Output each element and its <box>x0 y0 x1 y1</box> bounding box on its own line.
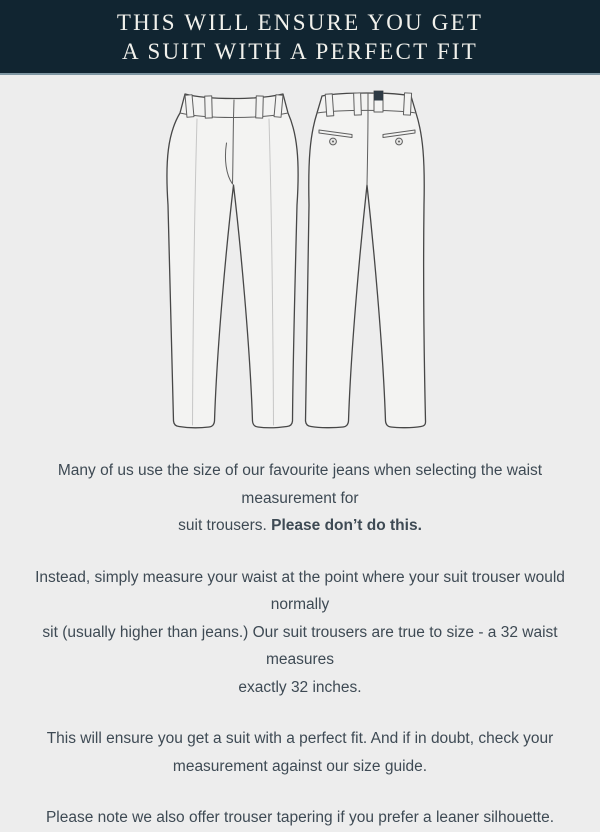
body-paragraphs <box>22 447 578 832</box>
back-centre-loop-dark <box>374 91 383 101</box>
trousers-back-view <box>306 91 426 428</box>
banner-title-line2: A SUIT WITH A PERFECT FIT <box>122 38 478 64</box>
back-silhouette <box>306 93 426 428</box>
trousers-front-view <box>167 94 298 428</box>
trousers-sketch-svg <box>0 75 600 435</box>
banner-title-line1: THIS WILL ENSURE YOU GET <box>116 9 484 35</box>
trousers-illustration <box>0 75 600 447</box>
paragraph: Please note we also offer trouser tapering if you prefer a leaner silhouette. <box>45 809 555 826</box>
paragraph: Instead, simply measure your waist at the point where your suit trouser would normally sit (usually higher than jeans.) Our suit trousers are true to size - a 32 waist measures exactly 32 inches. <box>35 568 565 696</box>
front-silhouette <box>167 94 298 428</box>
paragraph: Many of us use the size of our favourite jeans when selecting the waist measurement for suit trousers. Please don’t do this. <box>57 462 543 534</box>
paragraph: This will ensure you get a suit with a perfect fit. And if in doubt, check your measurement against our size guide. <box>46 730 554 775</box>
info-banner <box>0 0 600 75</box>
